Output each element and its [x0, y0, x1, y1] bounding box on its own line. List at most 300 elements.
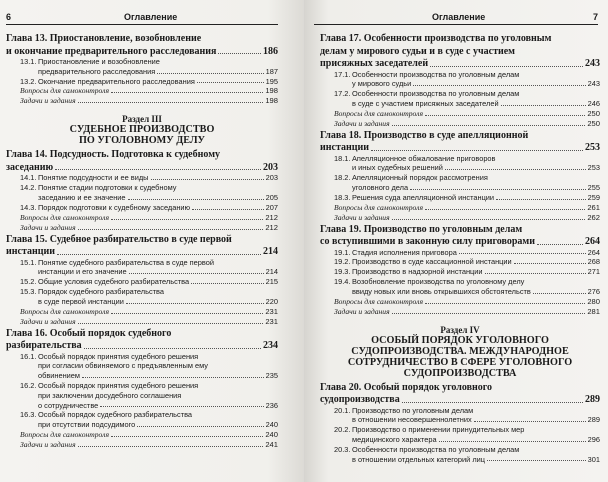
toc-line-text — [334, 203, 423, 213]
dot-leader — [487, 460, 586, 461]
toc-line-label: Апелляционное обжалование приговоров — [352, 153, 496, 163]
toc-line-label: Вопросы для самоконтроля — [334, 296, 423, 306]
toc-line — [6, 340, 278, 352]
header-rule — [6, 24, 278, 25]
dot-leader — [392, 313, 586, 314]
dot-leader — [197, 82, 264, 83]
header-rule — [314, 24, 598, 25]
toc-line-text — [334, 193, 494, 203]
toc-line — [6, 420, 278, 430]
part-label: Раздел IV — [440, 324, 480, 335]
toc-line — [320, 445, 600, 455]
toc-line-text — [20, 67, 155, 77]
dot-leader — [78, 102, 264, 103]
toc-line — [6, 307, 278, 317]
toc-line-text — [334, 70, 519, 80]
part-title-line: СУДОПРОИЗВОДСТВА — [403, 367, 517, 379]
section-number: 16.2. — [20, 380, 37, 390]
toc-line-label: Общие условия судебного разбирательства — [38, 277, 190, 287]
toc-line — [320, 183, 600, 193]
toc-line-label: Особенности производства по уголовным делам — [352, 89, 520, 99]
toc-line-label: в суде первой инстанции — [38, 296, 124, 306]
toc-line-text — [334, 89, 519, 99]
section-entry[interactable] — [6, 277, 278, 287]
page-ref: 281 — [587, 306, 600, 316]
page-ref: 203 — [263, 161, 278, 173]
page-ref: 198 — [265, 86, 278, 96]
toc-line-label: заседанию — [6, 161, 54, 173]
toc-line-label: при заключении досудебного соглашения — [38, 390, 182, 400]
section-number: 19.3. — [334, 267, 351, 277]
toc-line — [320, 425, 600, 435]
study-aid-entry[interactable] — [320, 203, 600, 213]
toc-line — [6, 361, 278, 371]
study-aid-entry[interactable] — [6, 213, 278, 223]
toc-line-text — [6, 162, 53, 174]
toc-line-text — [320, 224, 522, 236]
toc-line — [320, 46, 600, 58]
toc-line-label: заседанию и ее значение — [38, 192, 126, 202]
dot-leader — [82, 377, 264, 378]
page-ref: 212 — [265, 212, 278, 222]
chapter-entry[interactable] — [320, 224, 600, 248]
section-entry[interactable] — [6, 410, 278, 430]
toc-line — [320, 455, 600, 465]
page-ref: 271 — [587, 267, 600, 277]
toc-line-label: Глава 13. Приостановление, возобновление — [6, 33, 202, 44]
toc-line — [6, 371, 278, 381]
page-ref: 301 — [587, 454, 600, 464]
chapter-entry[interactable] — [6, 328, 278, 352]
toc-line-label: в отношении отдельных категорий лиц — [352, 454, 485, 464]
dot-leader — [129, 273, 264, 274]
dot-leader — [533, 293, 586, 294]
section-number: 18.2. — [334, 173, 351, 183]
toc-line-text — [20, 307, 109, 317]
toc-line-text — [334, 267, 483, 277]
toc-line-text — [334, 297, 423, 307]
dot-leader — [501, 105, 586, 106]
dot-leader — [413, 85, 585, 86]
toc-line-text — [20, 287, 164, 297]
toc-line-label: Особый порядок принятия судебного решения — [38, 351, 199, 361]
section-number: 14.3. — [20, 202, 37, 212]
part-title-line: ОСОБЫЙ ПОРЯДОК УГОЛОВНОГО — [371, 334, 549, 346]
toc-line-text — [6, 246, 55, 258]
toc-line-text — [334, 109, 423, 119]
toc-line-text — [334, 425, 524, 435]
toc-line-label: Понятие подсудности и ее виды — [38, 173, 149, 183]
toc-list — [320, 32, 600, 464]
toc-line-text — [20, 223, 76, 233]
toc-line-text — [334, 213, 390, 223]
toc-line — [320, 58, 600, 70]
toc-line — [6, 430, 278, 440]
study-aid-entry[interactable] — [320, 109, 600, 119]
dot-leader — [57, 254, 261, 255]
toc-line — [320, 406, 600, 416]
toc-line — [320, 435, 600, 445]
page-ref: 235 — [265, 371, 278, 381]
dot-leader — [55, 169, 261, 170]
page-ref: 289 — [587, 415, 600, 425]
toc-line-text — [334, 154, 495, 164]
dot-leader — [78, 229, 264, 230]
toc-line-text — [6, 46, 216, 58]
chapter-entry[interactable] — [320, 130, 600, 154]
toc-line — [320, 119, 600, 129]
toc-line-text — [20, 96, 76, 106]
toc-line-label: о сотрудничестве — [38, 400, 99, 410]
toc-line — [6, 381, 278, 391]
toc-line — [320, 173, 600, 183]
toc-line-label: медицинского характера — [352, 435, 437, 445]
page-ref: 234 — [263, 340, 278, 352]
toc-line-text — [20, 203, 190, 213]
study-aid-entry[interactable] — [6, 430, 278, 440]
toc-line-label: Решения суда апелляционной инстанции — [352, 192, 495, 202]
section-entry[interactable] — [6, 173, 278, 183]
section-entry[interactable] — [320, 154, 600, 174]
toc-line-label: Глава 17. Особенности производства по уголовным — [320, 33, 552, 44]
section-entry[interactable] — [320, 248, 600, 258]
toc-line-label: при отсутствии подсудимого — [38, 420, 136, 430]
toc-line-text — [20, 391, 181, 401]
section-entry[interactable] — [320, 267, 600, 277]
study-aid-entry[interactable] — [320, 297, 600, 307]
toc-line-label: при согласии обвиняемого с предъявленным ему — [38, 361, 208, 371]
toc-line-label: обвинением — [38, 371, 80, 381]
toc-line-label: Вопросы для самоконтроля — [334, 202, 423, 212]
page-ref: 215 — [265, 277, 278, 287]
toc-line — [320, 213, 600, 223]
toc-line — [6, 246, 278, 258]
study-aid-entry[interactable] — [320, 307, 600, 317]
toc-line — [320, 267, 600, 277]
dot-leader — [402, 402, 583, 403]
page-ref: 259 — [587, 192, 600, 202]
toc-line-label: Вопросы для самоконтроля — [20, 212, 109, 222]
study-aid-entry[interactable] — [6, 440, 278, 450]
toc-line-label: Порядок судебного разбирательства — [38, 286, 164, 296]
toc-line-label: Задачи и задания — [334, 306, 390, 316]
toc-line-label: Особый порядок принятия судебного решения — [38, 380, 199, 390]
page-ref: 268 — [587, 257, 600, 267]
section-entry[interactable] — [6, 258, 278, 278]
part-title-line: ПО УГОЛОВНОМУ ДЕЛУ — [78, 135, 206, 147]
toc-line-label: Задачи и задания — [20, 96, 76, 106]
part-title-line: СУДОПРОИЗВОДСТВА. МЕЖДУНАРОДНОЕ — [351, 345, 569, 357]
page-ref: 231 — [265, 306, 278, 316]
toc-line-text — [20, 361, 208, 371]
toc-line-text — [334, 99, 499, 109]
toc-line-text — [20, 410, 192, 420]
toc-line-label: Производство о применении принудительных мер — [352, 425, 525, 435]
toc-line-label: судопроизводства — [320, 394, 400, 406]
toc-line-text — [320, 236, 535, 248]
toc-line — [320, 224, 600, 236]
toc-line-text — [334, 287, 531, 297]
toc-line — [6, 267, 278, 277]
dot-leader — [425, 115, 585, 116]
section-entry[interactable] — [320, 193, 600, 203]
toc-line-label: Производство в суде кассационной инстанции — [352, 257, 512, 267]
section-number: 18.3. — [334, 192, 351, 202]
toc-line-label: Производство в надзорной инстанции — [352, 267, 483, 277]
toc-line-text — [20, 420, 135, 430]
toc-line-label: Задачи и задания — [20, 316, 76, 326]
toc-line-text — [20, 213, 109, 223]
toc-line-text — [320, 46, 515, 58]
page-ref: 212 — [265, 222, 278, 232]
chapter-entry[interactable] — [6, 234, 278, 258]
part-heading — [6, 114, 278, 146]
section-number: 15.2. — [20, 277, 37, 287]
toc-line-label: предварительного расследования — [38, 66, 156, 76]
toc-line-label: инстанции — [320, 142, 370, 154]
page-ref: 195 — [265, 76, 278, 86]
dot-leader — [218, 53, 261, 54]
page-ref: 250 — [587, 108, 600, 118]
toc-line — [6, 223, 278, 233]
toc-line — [320, 382, 600, 394]
toc-line-label: Особенности производства по уголовным делам — [352, 69, 520, 79]
toc-line — [320, 297, 600, 307]
toc-line-text — [20, 77, 195, 87]
toc-line — [6, 193, 278, 203]
toc-line-text — [20, 352, 198, 362]
section-entry[interactable] — [6, 287, 278, 307]
toc-line-label: Вопросы для самоконтроля — [20, 86, 109, 96]
section-number: 14.1. — [20, 173, 37, 183]
toc-line — [320, 203, 600, 213]
toc-line-text — [20, 183, 176, 193]
part-title-line: СОТРУДНИЧЕСТВО В СФЕРЕ УГОЛОВНОГО — [347, 356, 573, 368]
dot-leader — [128, 199, 264, 200]
page-ref: 240 — [265, 429, 278, 439]
running-title: Оглавление — [432, 12, 486, 22]
section-number: 15.3. — [20, 286, 37, 296]
dot-leader — [514, 263, 586, 264]
dot-leader — [445, 169, 586, 170]
toc-line-label: со вступившими в законную силу приговорами — [320, 236, 535, 248]
page-ref: 264 — [587, 247, 600, 257]
section-number: 19.2. — [334, 257, 351, 267]
toc-line — [6, 67, 278, 77]
toc-line-text — [20, 440, 76, 450]
study-aid-entry[interactable] — [6, 96, 278, 106]
page-ref: 289 — [585, 394, 600, 406]
toc-line — [6, 173, 278, 183]
section-number: 18.1. — [334, 153, 351, 163]
dot-leader — [126, 303, 264, 304]
section-entry[interactable] — [6, 77, 278, 87]
page-ref: 253 — [587, 163, 600, 173]
toc-line-text — [334, 307, 390, 317]
toc-line-label: Приостановление и возобновление — [38, 57, 160, 66]
toc-line-label: Особый порядок судебного разбирательства — [38, 410, 193, 420]
toc-line — [320, 33, 600, 45]
toc-line-text — [334, 173, 488, 183]
study-aid-entry[interactable] — [320, 119, 600, 129]
section-entry[interactable] — [320, 406, 600, 426]
dot-leader — [371, 150, 583, 151]
chapter-entry[interactable] — [320, 382, 600, 406]
toc-list — [6, 32, 278, 450]
part-title-line: СУДЕБНОЕ ПРОИЗВОДСТВО — [69, 124, 215, 136]
toc-line — [320, 415, 600, 425]
toc-line-text — [334, 415, 472, 425]
toc-line-label: Особенности производства по уголовным делам — [352, 444, 520, 454]
toc-line — [320, 307, 600, 317]
toc-line-text — [334, 277, 524, 287]
page-ref: 296 — [587, 435, 600, 445]
dot-leader — [191, 283, 264, 284]
dot-leader — [496, 199, 586, 200]
page-ref: 240 — [265, 420, 278, 430]
page-number: 7 — [592, 12, 598, 22]
page-ref: 276 — [587, 286, 600, 296]
toc-line-label: Задачи и задания — [20, 439, 76, 449]
section-entry[interactable] — [6, 183, 278, 203]
toc-line — [320, 109, 600, 119]
page-number: 6 — [6, 12, 12, 22]
section-entry[interactable] — [320, 445, 600, 465]
toc-line-text — [20, 277, 189, 287]
section-entry[interactable] — [320, 425, 600, 445]
toc-line — [6, 86, 278, 96]
section-number: 13.2. — [20, 76, 37, 86]
toc-line — [6, 391, 278, 401]
toc-line — [6, 440, 278, 450]
page-ref: 203 — [265, 173, 278, 183]
toc-line — [6, 401, 278, 411]
study-aid-entry[interactable] — [6, 307, 278, 317]
page-ref: 253 — [585, 142, 600, 154]
toc-line-text — [334, 435, 437, 445]
chapter-entry[interactable] — [6, 149, 278, 173]
dot-leader — [111, 313, 263, 314]
toc-line — [6, 77, 278, 87]
dot-leader — [111, 92, 263, 93]
toc-line-label: Глава 14. Подсудность. Подготовка к судебному — [6, 149, 220, 161]
page-ref: 205 — [265, 192, 278, 202]
toc-line — [6, 96, 278, 106]
study-aid-entry[interactable] — [6, 86, 278, 96]
section-entry[interactable] — [6, 381, 278, 410]
study-aid-entry[interactable] — [6, 223, 278, 233]
toc-line — [320, 79, 600, 89]
page-ref: 241 — [265, 439, 278, 449]
section-number: 17.1. — [334, 69, 351, 79]
toc-line-label: Задачи и задания — [334, 118, 390, 128]
toc-line-label: Вопросы для самоконтроля — [20, 429, 109, 439]
toc-line-text — [20, 371, 80, 381]
toc-line-text — [20, 267, 127, 277]
toc-line-label: Глава 19. Производство по уголовным делам — [320, 223, 523, 235]
toc-line — [6, 328, 278, 340]
toc-line-label: Глава 15. Судебное разбирательство в суде первой — [6, 233, 232, 245]
section-entry[interactable] — [320, 257, 600, 267]
toc-line-text — [334, 406, 473, 416]
toc-line — [6, 234, 278, 246]
section-number: 14.2. — [20, 183, 37, 193]
section-number: 19.4. — [334, 277, 351, 287]
toc-line-label: Производство по уголовным делам — [352, 405, 474, 415]
toc-line-text — [6, 340, 82, 352]
toc-line-text — [334, 79, 411, 89]
dot-leader — [392, 125, 586, 126]
toc-line — [320, 394, 600, 406]
right-page — [304, 0, 608, 482]
dot-leader — [192, 209, 264, 210]
section-entry[interactable] — [6, 203, 278, 213]
toc-line — [320, 163, 600, 173]
toc-line-text — [20, 193, 126, 203]
section-entry[interactable] — [6, 57, 278, 77]
dot-leader — [100, 406, 263, 407]
toc-line-text — [334, 248, 457, 258]
running-head — [6, 8, 278, 22]
page-ref: 231 — [265, 316, 278, 326]
dot-leader — [430, 66, 583, 67]
toc-line-label: Стадия исполнения приговора — [352, 247, 457, 257]
toc-line — [6, 410, 278, 420]
toc-line-text — [334, 455, 485, 465]
toc-line — [6, 149, 278, 161]
dot-leader — [157, 73, 263, 74]
toc-line-text — [20, 173, 149, 183]
dot-leader — [410, 189, 586, 190]
page-ref: 243 — [587, 79, 600, 89]
dot-leader — [111, 436, 263, 437]
toc-line — [320, 277, 600, 287]
toc-line-text — [334, 257, 512, 267]
section-number: 16.1. — [20, 351, 37, 361]
section-entry[interactable] — [6, 352, 278, 381]
dot-leader — [84, 348, 261, 349]
study-aid-entry[interactable] — [6, 317, 278, 327]
toc-line-text — [6, 149, 220, 161]
page-ref: 198 — [265, 96, 278, 106]
toc-line-label: Окончание предварительного расследования — [38, 76, 195, 86]
section-entry[interactable] — [320, 277, 600, 297]
dot-leader — [392, 219, 586, 220]
toc-line-text — [20, 430, 109, 440]
section-number: 20.2. — [334, 425, 351, 435]
page-ref: 236 — [265, 400, 278, 410]
section-entry[interactable] — [320, 173, 600, 193]
toc-line-label: Глава 20. Особый порядок уголовного — [320, 381, 493, 393]
chapter-entry[interactable] — [320, 33, 600, 70]
toc-line — [320, 248, 600, 258]
dot-leader — [537, 244, 583, 245]
section-entry[interactable] — [320, 89, 600, 109]
section-number: 16.3. — [20, 410, 37, 420]
toc-line — [320, 236, 600, 248]
toc-line-text — [320, 130, 528, 142]
section-entry[interactable] — [320, 70, 600, 90]
toc-line-text — [320, 382, 492, 394]
section-number: 20.1. — [334, 405, 351, 415]
chapter-entry[interactable] — [6, 33, 278, 57]
dot-leader — [425, 303, 585, 304]
toc-line-text — [320, 142, 369, 154]
study-aid-entry[interactable] — [320, 213, 600, 223]
toc-line-label: уголовного дела — [352, 183, 409, 193]
page-ref: 262 — [587, 212, 600, 222]
dot-leader — [474, 421, 586, 422]
